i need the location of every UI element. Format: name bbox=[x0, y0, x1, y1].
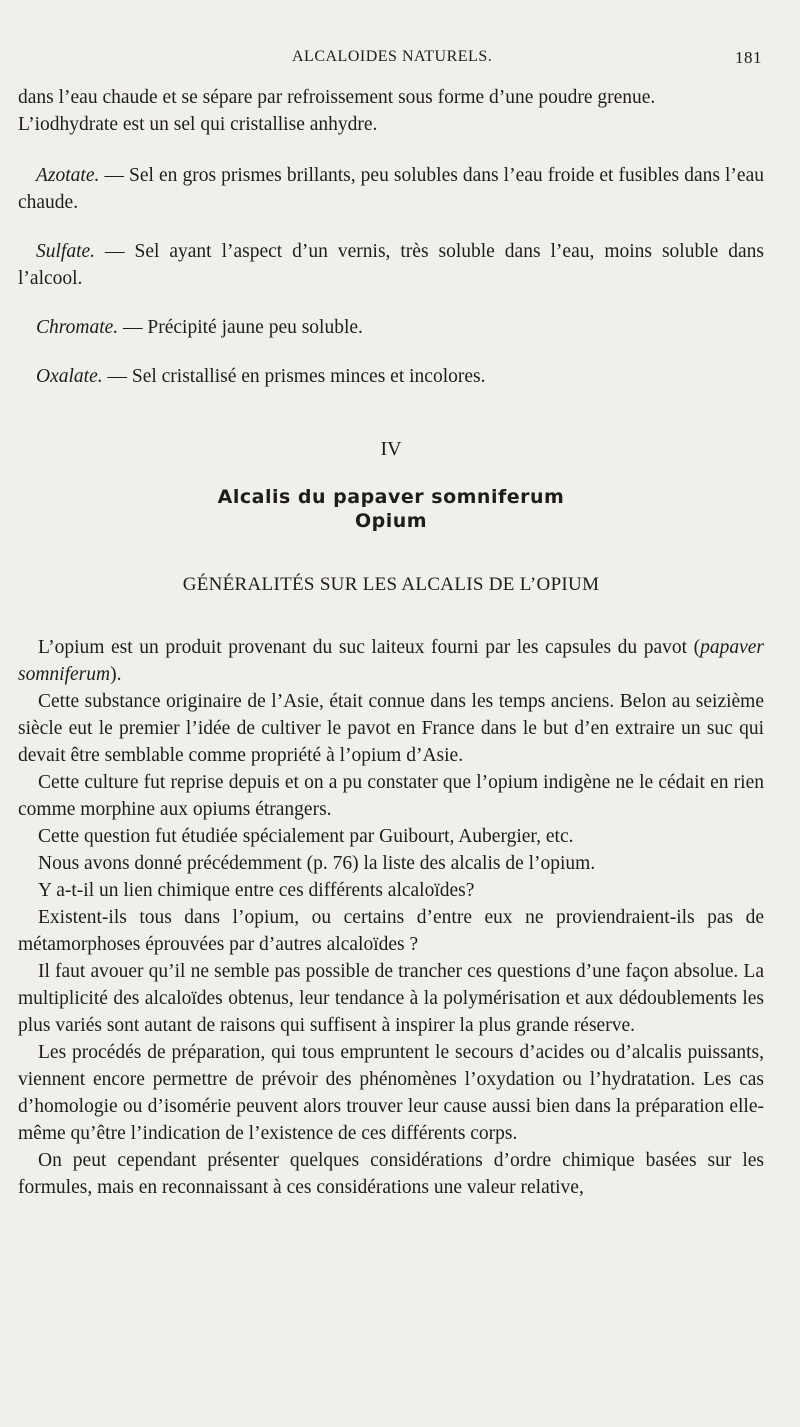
salt-entry-chromate bbox=[18, 314, 764, 341]
paragraph: Y a-t-il un lien chimique entre ces différents alcaloïdes? bbox=[38, 880, 475, 901]
running-title: ALCALOIDES NATURELS. bbox=[292, 48, 493, 65]
opening-line: dans l’eau chaude et se sépare par refroissement sous forme d’une poudre grenue. bbox=[18, 87, 656, 108]
salt-description: — Précipité jaune peu soluble. bbox=[118, 317, 363, 338]
paragraph: Il faut avouer qu’il ne semble pas possible de trancher ces questions d’une façon absolue. La multiplicité des alcaloïdes obtenus, leur tendance à la polymérisation et aux dédoublements les plus variés sont autant de raisons qui suffisent à inspirer la plus grande réserve. bbox=[18, 961, 764, 1036]
paragraph: Cette substance originaire de l’Asie, était connue dans les temps anciens. Belon au seizième siècle eut le premier l’idée de cultiver le pavot en France dans le but d’en extraire un suc qui devait être semblable comme propriété à l’opium d’Asie. bbox=[18, 691, 764, 766]
salt-entry-sulfate bbox=[18, 238, 764, 292]
paragraph: Existent-ils tous dans l’opium, ou certains d’entre eux ne proviendraient-ils pas de métamorphoses éprouvées par d’autres alcaloïdes ? bbox=[18, 907, 764, 955]
salt-term: Azotate. bbox=[36, 165, 100, 186]
running-head bbox=[0, 48, 800, 74]
page-number: 181 bbox=[735, 48, 762, 67]
paragraph: Cette question fut étudiée spécialement par Guibourt, Aubergier, etc. bbox=[38, 826, 574, 847]
section-title: Alcalis du papaver somniferum bbox=[217, 486, 565, 508]
section-caps-heading: GÉNÉRALITÉS SUR LES ALCALIS DE L’OPIUM bbox=[182, 574, 600, 595]
section-subtitle: Opium bbox=[354, 510, 428, 532]
intro-italic: papaver somniferum bbox=[18, 637, 764, 685]
intro-paragraph bbox=[18, 634, 764, 688]
paragraph: Cette culture fut reprise depuis et on a pu constater que l’opium indigène ne le cédait en rien comme morphine aux opiums étrangers. bbox=[18, 772, 764, 820]
paragraph: Nous avons donné précédemment (p. 76) la liste des alcalis de l’opium. bbox=[38, 853, 596, 874]
intro-suffix: ). bbox=[110, 664, 122, 685]
salt-entry-oxalate bbox=[18, 363, 764, 390]
paragraph: On peut cependant présenter quelques considérations d’ordre chimique basées sur les formules, mais en reconnaissant à ces considérations une valeur relative, bbox=[18, 1150, 764, 1198]
salt-description: — Sel cristallisé en prismes minces et incolores. bbox=[102, 366, 486, 387]
salt-description: — Sel ayant l’aspect d’un vernis, très soluble dans l’eau, moins soluble dans l’alcool. bbox=[18, 241, 764, 289]
intro-prefix: L’opium est un produit provenant du suc laiteux fourni par les capsules du pavot ( bbox=[38, 637, 701, 658]
opening-line: L’iodhydrate est un sel qui cristallise anhydre. bbox=[18, 114, 378, 135]
salt-description: — Sel en gros prismes brillants, peu solubles dans l’eau froide et fusibles dans l’eau chaude. bbox=[18, 165, 764, 213]
section-number: IV bbox=[380, 438, 402, 460]
paragraph: Les procédés de préparation, qui tous empruntent le secours d’acides ou d’alcalis puissants, viennent encore permettre de prévoir des phénomènes l’oxydation ou l’hydratation. Les cas d’homologie ou d’isomérie peuvent alors trouver leur cause aussi bien dans la préparation elle-même qu’être l’indication de l’existence de ces différents corps. bbox=[18, 1042, 764, 1144]
salt-entry-azotate bbox=[18, 162, 764, 216]
salt-term: Chromate. bbox=[36, 317, 119, 338]
page-body bbox=[18, 84, 764, 1201]
salt-term: Sulfate. bbox=[36, 241, 96, 262]
salt-term: Oxalate. bbox=[36, 366, 103, 387]
